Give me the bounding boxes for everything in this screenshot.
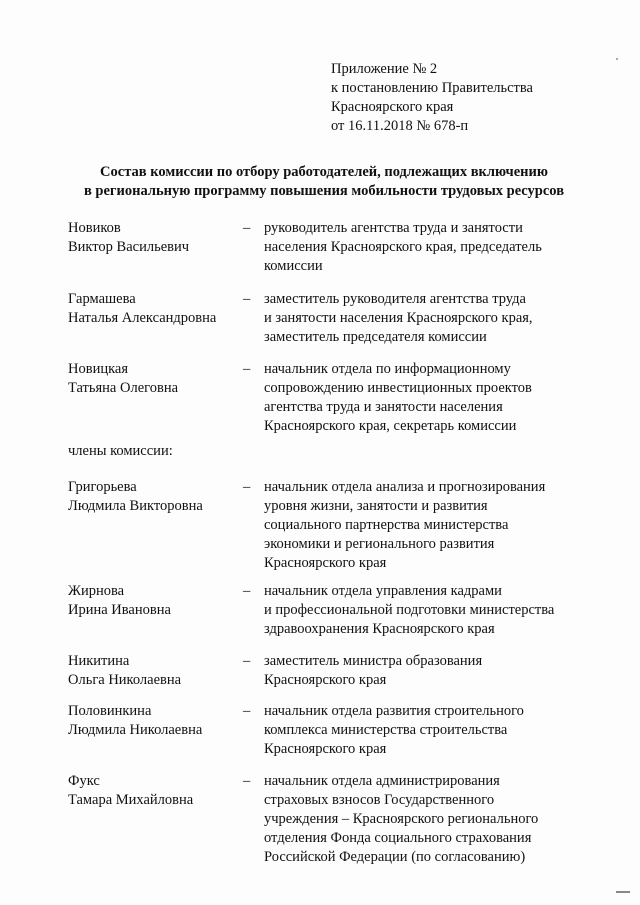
role-line: агентства труда и занятости населения xyxy=(264,399,503,415)
role-line: Красноярского края, секретарь комиссии xyxy=(264,418,517,434)
member-role xyxy=(264,652,574,690)
given-names: Людмила Викторовна xyxy=(68,498,203,514)
given-names: Тамара Михайловна xyxy=(68,792,194,808)
member-name xyxy=(68,478,238,516)
member-name xyxy=(68,772,238,810)
role-line: начальник отдела по информационному xyxy=(264,361,511,377)
role-line: начальник отдела администрирования xyxy=(264,773,500,789)
given-names: Виктор Васильевич xyxy=(68,239,190,255)
surname: Никитина xyxy=(68,653,130,669)
appendix-line: Приложение № 2 xyxy=(331,61,438,77)
role-line: сопровождению инвестиционных проектов xyxy=(264,380,532,396)
members-label: члены комиссии: xyxy=(68,443,173,459)
title-line: Состав комиссии по отбору работодателей, подлежащих включению xyxy=(100,164,548,180)
role-line: страховых взносов Государственного xyxy=(264,792,495,808)
role-line: Красноярского края xyxy=(264,741,387,757)
role-line: заместитель министра образования xyxy=(264,653,483,669)
appendix-line: к постановлению Правительства xyxy=(331,80,533,96)
role-line: уровня жизни, занятости и развития xyxy=(264,498,488,514)
member-role xyxy=(264,772,574,867)
member-name xyxy=(68,219,238,257)
given-names: Татьяна Олеговна xyxy=(68,380,179,396)
dash: – xyxy=(243,703,251,719)
member-name xyxy=(68,290,238,328)
role-line: населения Красноярского края, председатель xyxy=(264,239,542,255)
role-line: начальник отдела управления кадрами xyxy=(264,583,502,599)
member-role xyxy=(264,478,574,573)
role-line: социального партнерства министерства xyxy=(264,517,509,533)
member-role xyxy=(264,582,574,639)
dash: – xyxy=(243,653,251,669)
role-line: отделения Фонда социального страхования xyxy=(264,830,532,846)
dash: – xyxy=(243,291,251,307)
dash: – xyxy=(243,220,251,236)
role-line: и профессиональной подготовки министерства xyxy=(264,602,555,618)
role-line: учреждения – Красноярского регионального xyxy=(264,811,539,827)
member-role xyxy=(264,360,574,436)
appendix-block xyxy=(331,60,533,136)
given-names: Ирина Ивановна xyxy=(68,602,171,618)
member-name xyxy=(68,360,238,398)
member-name xyxy=(68,652,238,690)
title-line: в региональную программу повышения мобильности трудовых ресурсов xyxy=(83,183,565,199)
given-names: Людмила Николаевна xyxy=(68,722,203,738)
role-line: руководитель агентства труда и занятости xyxy=(264,220,523,236)
member-role xyxy=(264,702,574,759)
role-line: заместитель председателя комиссии xyxy=(264,329,487,345)
role-line: Красноярского края xyxy=(264,555,387,571)
given-names: Наталья Александровна xyxy=(68,310,217,326)
surname: Новиков xyxy=(68,220,121,236)
member-name xyxy=(68,582,238,620)
dash: – xyxy=(243,583,251,599)
role-line: заместитель руководителя агентства труда xyxy=(264,291,526,307)
surname: Новицкая xyxy=(68,361,129,377)
member-name xyxy=(68,702,238,740)
document-title xyxy=(40,163,608,201)
surname: Жирнова xyxy=(68,583,125,599)
dash: – xyxy=(243,479,251,495)
member-role xyxy=(264,290,574,347)
dash: – xyxy=(243,773,251,789)
role-line: начальник отдела развития строительного xyxy=(264,703,524,719)
surname: Григорьева xyxy=(68,479,137,495)
role-line: Красноярского края xyxy=(264,672,387,688)
role-line: и занятости населения Красноярского края, xyxy=(264,310,533,326)
surname: Половинкина xyxy=(68,703,152,719)
surname: Фукс xyxy=(68,773,100,789)
role-line: здравоохранения Красноярского края xyxy=(264,621,495,637)
member-role xyxy=(264,219,574,276)
role-line: начальник отдела анализа и прогнозирования xyxy=(264,479,546,495)
surname: Гармашева xyxy=(68,291,136,307)
given-names: Ольга Николаевна xyxy=(68,672,182,688)
role-line: комиссии xyxy=(264,258,323,274)
role-line: экономики и регионального развития xyxy=(264,536,495,552)
scan-speck xyxy=(616,58,618,60)
scan-mark xyxy=(616,891,630,893)
appendix-line: Красноярского края xyxy=(331,99,454,115)
role-line: Российской Федерации (по согласованию) xyxy=(264,849,526,865)
dash: – xyxy=(243,361,251,377)
appendix-line: от 16.11.2018 № 678-п xyxy=(331,118,469,134)
role-line: комплекса министерства строительства xyxy=(264,722,508,738)
